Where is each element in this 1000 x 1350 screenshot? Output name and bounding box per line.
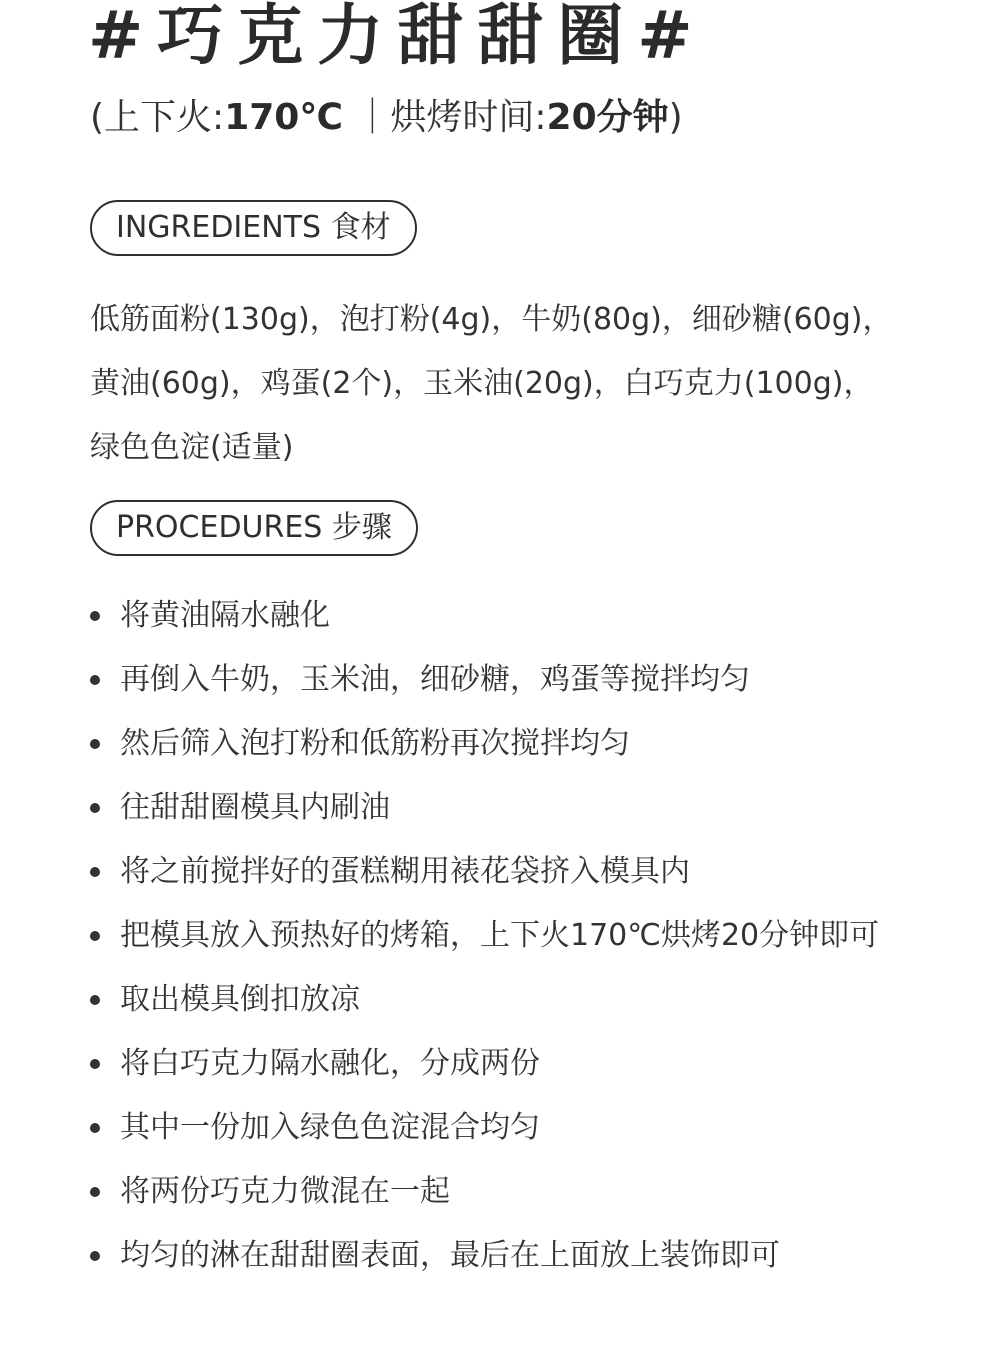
procedure-step-text: 其中一份加入绿色色淀混合均匀 — [120, 1110, 540, 1145]
procedure-step-text: 将白巧克力隔水融化，分成两份 — [120, 1046, 540, 1081]
bullet-icon — [90, 611, 100, 621]
procedure-step-text: 将黄油隔水融化 — [120, 598, 330, 633]
ingredients-line: 黄油(60g)，鸡蛋(2个)，玉米油(20g)，白巧克力(100g)， — [90, 366, 874, 401]
procedure-step-text: 将两份巧克力微混在一起 — [120, 1174, 450, 1209]
ingredients-heading: INGREDIENTS 食材 — [90, 200, 417, 256]
procedure-step-text: 往甜甜圈模具内刷油 — [120, 790, 390, 825]
procedure-step-text: 再倒入牛奶，玉米油，细砂糖，鸡蛋等搅拌均匀 — [120, 662, 750, 697]
bullet-icon — [90, 1059, 100, 1069]
procedure-step-text: 将之前搅拌好的蛋糕糊用裱花袋挤入模具内 — [120, 854, 690, 889]
bullet-icon — [90, 1187, 100, 1197]
baking-info-separator: ｜烘烤时间: — [342, 97, 547, 138]
procedure-step — [90, 712, 970, 776]
ingredients-line: 绿色色淀(适量) — [90, 430, 294, 465]
procedure-step — [90, 584, 970, 648]
procedure-step — [90, 648, 970, 712]
procedure-step — [90, 1160, 970, 1224]
procedures-list — [90, 584, 970, 1288]
procedure-step — [90, 968, 970, 1032]
ingredients-list — [90, 288, 950, 480]
bullet-icon — [90, 931, 100, 941]
baking-info — [90, 92, 683, 144]
procedure-step — [90, 776, 970, 840]
bullet-icon — [90, 1251, 100, 1261]
baking-temperature: 170℃ — [224, 97, 343, 138]
procedure-step-text: 均匀的淋在甜甜圈表面，最后在上面放上装饰即可 — [120, 1238, 780, 1273]
procedure-step — [90, 840, 970, 904]
bullet-icon — [90, 867, 100, 877]
bullet-icon — [90, 1123, 100, 1133]
recipe-title: #巧克力甜甜圈# — [88, 0, 707, 74]
procedure-step — [90, 904, 970, 968]
procedure-step-text: 然后筛入泡打粉和低筋粉再次搅拌均匀 — [120, 726, 630, 761]
procedure-step-text: 把模具放入预热好的烤箱，上下火170℃烘烤20分钟即可 — [120, 918, 880, 953]
bullet-icon — [90, 803, 100, 813]
ingredients-line: 低筋面粉(130g)，泡打粉(4g)，牛奶(80g)，细砂糖(60g)， — [90, 302, 893, 337]
bullet-icon — [90, 675, 100, 685]
baking-info-close: ) — [668, 97, 683, 138]
bullet-icon — [90, 739, 100, 749]
baking-info-open: (上下火: — [90, 97, 225, 138]
procedure-step — [90, 1096, 970, 1160]
procedure-step-text: 取出模具倒扣放凉 — [120, 982, 360, 1017]
procedure-step — [90, 1224, 970, 1288]
bullet-icon — [90, 995, 100, 1005]
procedures-heading: PROCEDURES 步骤 — [90, 500, 418, 556]
procedure-step — [90, 1032, 970, 1096]
baking-time: 20分钟 — [546, 97, 669, 138]
